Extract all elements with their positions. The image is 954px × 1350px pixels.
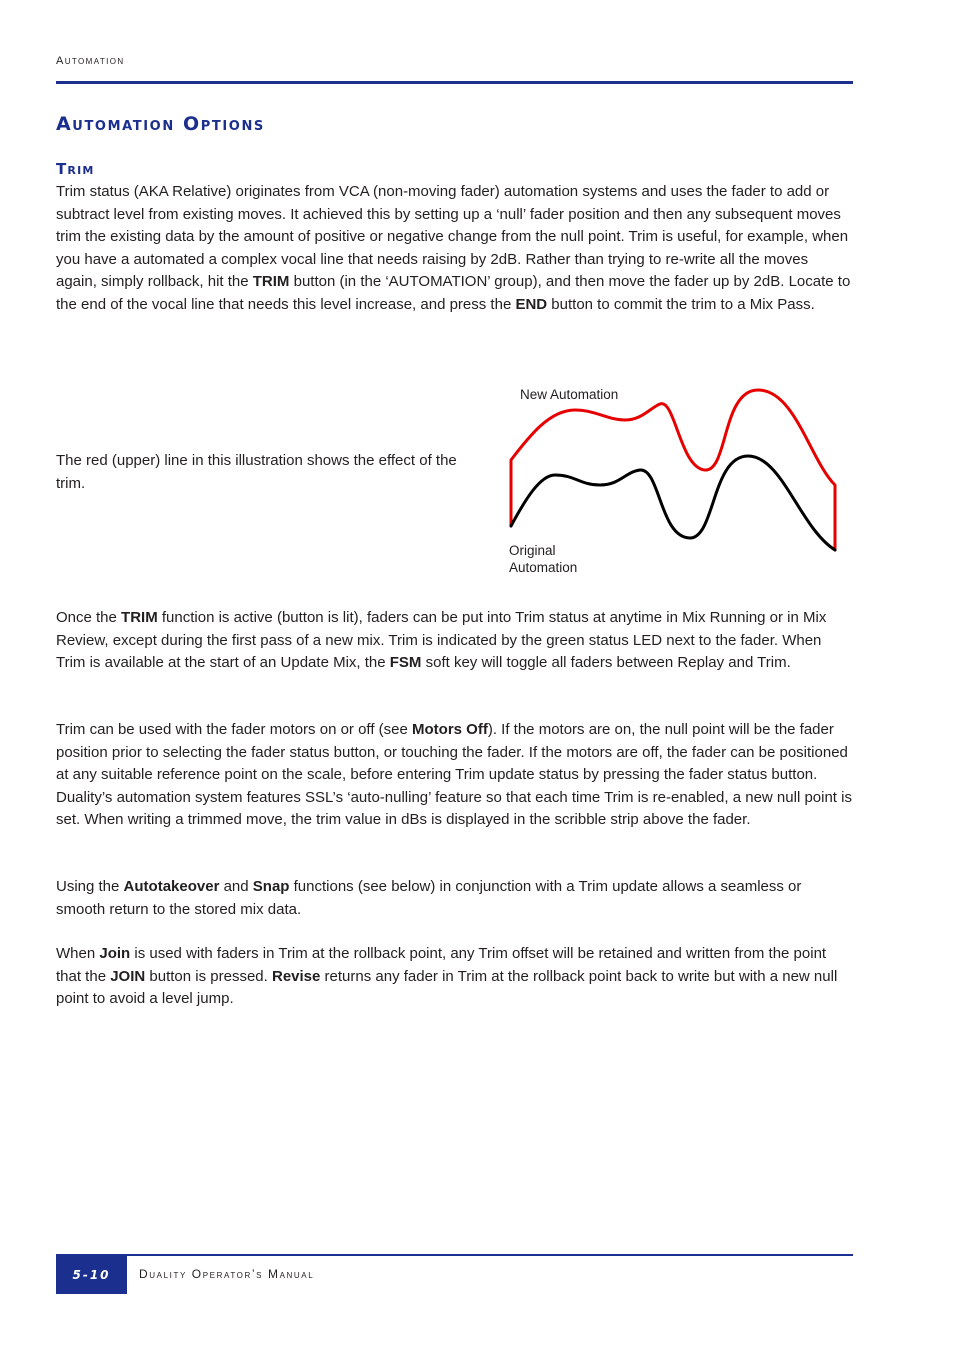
original-automation-label-line1: Original	[509, 543, 556, 558]
text-run: Using the	[56, 878, 124, 895]
original-automation-curve	[511, 456, 835, 550]
paragraph-trim-intro	[56, 181, 853, 316]
text-run: soft key will toggle all faders between Replay and Trim.	[421, 654, 791, 671]
bold-term: JOIN	[110, 967, 146, 985]
bold-term: FSM	[389, 654, 422, 671]
text-run: functions (see below) in conjunction with a Trim update allows a seamless or smooth return to the stored mix data.	[56, 878, 802, 918]
bold-term: Motors Off	[412, 721, 488, 738]
text-run: function is active (button is lit), faders can be put into Trim status at anytime in Mix Running or in Mix Review, except during the first pass of a new mix. Trim is indicated by the green status LED next to the fader. When Trim is available at the start of an Update Mix, the	[56, 609, 827, 671]
paragraph-motors	[56, 719, 853, 832]
footer-rule	[56, 1254, 853, 1256]
bold-term: TRIM	[252, 273, 290, 290]
page-number: 5-10	[56, 1256, 127, 1294]
header-rule	[56, 81, 853, 84]
paragraph-trim-active	[56, 607, 853, 675]
text-run: button (in the ‘AUTOMATION’ group), and then move the fader up by 2dB. Locate to the end of the vocal line that needs this level increase, and press the	[56, 273, 851, 313]
text-run: button to commit the trim to a Mix Pass.	[547, 295, 815, 313]
bold-term: Join	[99, 945, 131, 962]
text-run: The red (upper) line in this illustration shows the effect of the trim.	[56, 452, 457, 492]
text-run: When	[56, 945, 100, 962]
section-title: Automation Options	[56, 113, 265, 135]
bold-term: END	[515, 295, 548, 313]
bold-term: TRIM	[121, 609, 158, 626]
text-run: button is pressed.	[145, 967, 272, 985]
trim-illustration	[500, 380, 850, 580]
text-run: Trim can be used with the fader motors on or off (see	[56, 721, 413, 738]
text-run: is used with faders in Trim at the rollback point, any Trim offset will be retained and written from the point that the	[56, 945, 827, 985]
original-automation-label	[509, 542, 577, 576]
subsection-title: Trim	[56, 160, 95, 178]
original-automation-label-line2: Automation	[509, 560, 578, 575]
text-run: Once the	[56, 609, 122, 626]
new-automation-label: New Automation	[520, 387, 619, 402]
text-run: returns any fader in Trim at the rollback point back to write but with a new null point to avoid a level jump.	[56, 967, 838, 1007]
bold-term: Autotakeover	[123, 878, 220, 895]
text-run: ). If the motors are on, the null point will be the fader position prior to selecting the fader status button, or touching the fader. If the motors are off, the fader can be positioned at any suitable reference point on the scale, before entering Trim update status by pressing the fader status button. Duality’s automation system features SSL’s ‘auto-nulling’ feature so that each time Trim is re-enabled, a new null point is set. When writing a trimmed move, the trim value in dBs is displayed in the scribble strip above the fader.	[56, 721, 852, 828]
text-run: Trim status (AKA Relative) originates from VCA (non-moving fader) automation systems and uses the fader to add or subtract level from existing moves. It achieved this by setting up a ‘null’ fader position and then any subsequent moves trim the existing data by the amount of positive or negative change from the null point. Trim is useful, for example, when you have a automated a complex vocal line that needs raising by 2dB. Rather than trying to re-write all the moves again, simply rollback, hit the	[56, 183, 849, 290]
bold-term: Revise	[271, 967, 321, 985]
footer-title: Duality Operator’s Manual	[139, 1267, 315, 1281]
paragraph-autotakeover	[56, 876, 853, 921]
text-run: and	[219, 878, 253, 895]
paragraph-join-revise	[56, 943, 853, 1011]
figure-caption	[56, 450, 476, 495]
bold-term: Snap	[252, 878, 290, 895]
running-head: Automation	[56, 55, 125, 67]
